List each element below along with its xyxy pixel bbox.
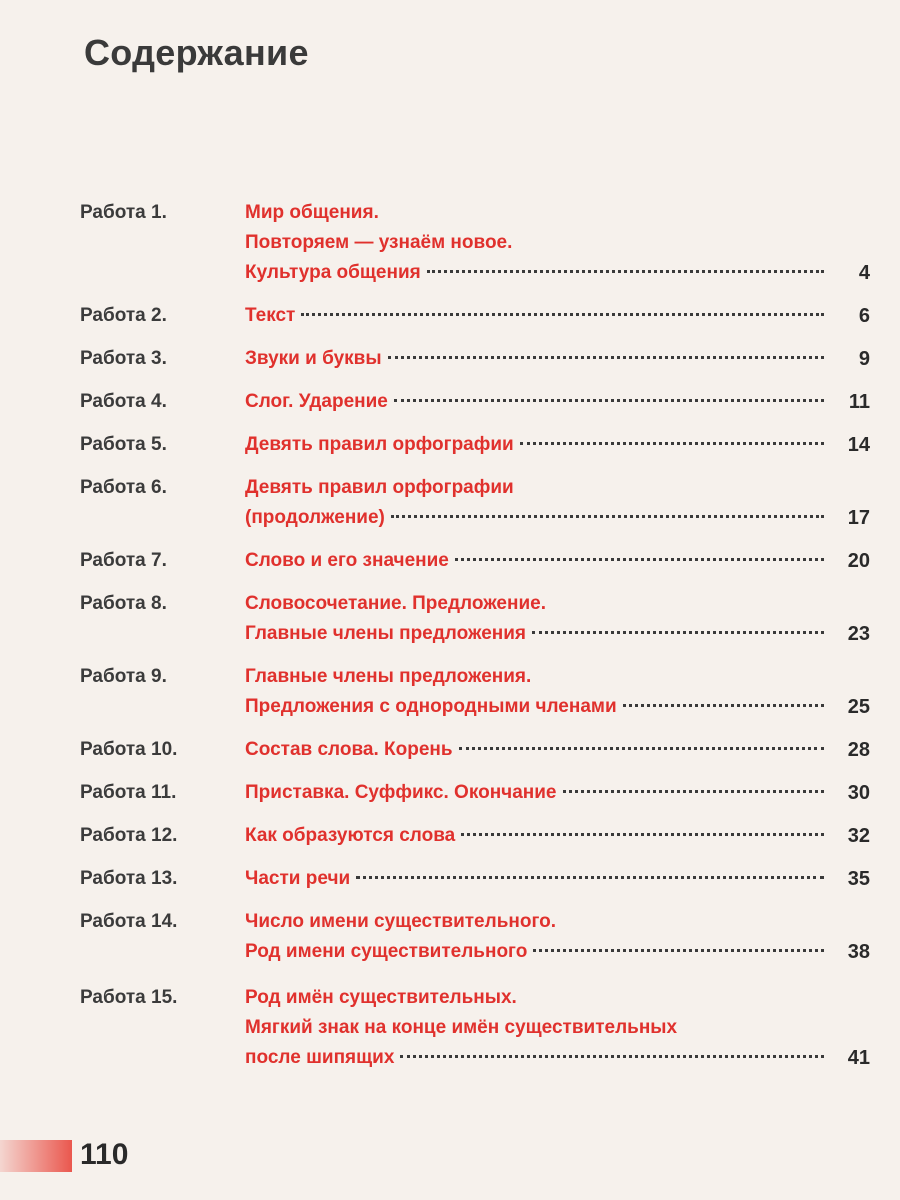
toc-entry-title-text: Культура общения xyxy=(245,262,421,283)
toc-entry-title-text: после шипящих xyxy=(245,1047,395,1068)
toc-entry-label: Работа 2. xyxy=(80,305,167,326)
toc-entry-title-line xyxy=(245,821,830,851)
toc-entry-title-line: Число имени существительного. xyxy=(245,911,557,932)
toc-entry-title-text: Как образуются слова xyxy=(245,825,456,846)
toc-entry xyxy=(80,907,870,967)
toc-entry-title-text: Предложения с однородными членами xyxy=(245,696,617,717)
toc-entry xyxy=(80,662,870,722)
footer-page-number: 110 xyxy=(80,1138,129,1171)
dot-leader xyxy=(459,747,824,750)
toc-entry-title-text: (продолжение) xyxy=(245,507,385,528)
dot-leader xyxy=(520,442,824,445)
toc-page-number: 32 xyxy=(847,825,870,847)
toc-entry-label: Работа 9. xyxy=(80,666,167,687)
dot-leader xyxy=(563,790,825,793)
toc-entry-title-line xyxy=(245,301,830,331)
toc-entry-label: Работа 14. xyxy=(80,911,178,932)
toc-entry-body xyxy=(245,387,870,417)
toc-entry-title-line xyxy=(245,546,830,576)
toc-entry-title-line xyxy=(245,1043,830,1073)
dot-leader xyxy=(532,631,824,634)
toc-entry-label: Работа 3. xyxy=(80,348,167,369)
toc-entry xyxy=(80,301,870,331)
dot-leader xyxy=(394,399,824,402)
toc-entry xyxy=(80,344,870,374)
toc-entry-title-text: Части речи xyxy=(245,868,351,889)
toc-entry xyxy=(80,864,870,894)
toc-entry-title-line: Мягкий знак на конце имён существительных xyxy=(245,1017,678,1038)
toc-entry-title-text: Состав слова. Корень xyxy=(245,739,453,760)
toc-entry-title-line xyxy=(245,619,830,649)
toc-entry xyxy=(80,473,870,533)
toc-page-number: 17 xyxy=(847,507,870,529)
toc-entry-label: Работа 10. xyxy=(80,739,178,760)
toc-entry-body xyxy=(245,907,870,967)
toc-entry-label: Работа 13. xyxy=(80,868,178,889)
toc-entry-label: Работа 4. xyxy=(80,391,167,412)
toc-page-number: 28 xyxy=(847,739,870,761)
toc-entry-title-text: Род имени существительного xyxy=(245,941,528,962)
toc-entry-body xyxy=(245,735,870,765)
toc-entry-title-line xyxy=(245,387,830,417)
toc-entry xyxy=(80,546,870,576)
toc-entry-title-line xyxy=(245,864,830,894)
toc-entry-title-line xyxy=(245,692,830,722)
toc-entry-title-line xyxy=(245,344,830,374)
toc-entry-label: Работа 6. xyxy=(80,477,167,498)
toc-entry xyxy=(80,430,870,460)
toc-entry-body xyxy=(245,662,870,722)
toc-entry-title-line: Словосочетание. Предложение. xyxy=(245,593,546,614)
toc-entry-title-line: Главные члены предложения. xyxy=(245,666,532,687)
toc-entry-body xyxy=(245,473,870,533)
toc-entry-title-line xyxy=(245,258,830,288)
toc-entry-body xyxy=(245,821,870,851)
dot-leader xyxy=(391,515,824,518)
toc-entry-title-text: Главные члены предложения xyxy=(245,623,527,644)
toc-entry-title-text: Слог. Ударение xyxy=(245,391,388,412)
toc-entry-body xyxy=(245,864,870,894)
toc-entry-body xyxy=(245,198,870,288)
table-of-contents xyxy=(80,198,870,1086)
toc-entry-body xyxy=(245,430,870,460)
toc-entry-body xyxy=(245,589,870,649)
toc-page-number: 23 xyxy=(847,623,870,645)
toc-entry-label: Работа 7. xyxy=(80,550,167,571)
toc-entry-label: Работа 1. xyxy=(80,202,167,223)
toc-entry-body xyxy=(245,546,870,576)
toc-entry xyxy=(80,198,870,288)
toc-entry-title-line: Повторяем — узнаём новое. xyxy=(245,232,513,253)
toc-entry-title-line: Род имён существительных. xyxy=(245,987,517,1008)
toc-entry-body xyxy=(245,983,870,1073)
toc-page-number: 35 xyxy=(847,868,870,890)
toc-entry-title-line xyxy=(245,778,830,808)
toc-entry-label: Работа 8. xyxy=(80,593,167,614)
toc-entry-title-line xyxy=(245,503,830,533)
toc-entry-title-text: Девять правил орфографии xyxy=(245,434,514,455)
toc-entry-title-text: Текст xyxy=(245,305,296,326)
toc-page-number: 4 xyxy=(858,262,870,284)
toc-page-number: 9 xyxy=(858,348,870,370)
toc-entry-title-line xyxy=(245,937,830,967)
toc-entry-label: Работа 11. xyxy=(80,782,177,803)
toc-entry xyxy=(80,735,870,765)
dot-leader xyxy=(356,876,824,879)
toc-entry xyxy=(80,983,870,1073)
dot-leader xyxy=(400,1055,824,1058)
toc-entry-label: Работа 12. xyxy=(80,825,178,846)
toc-entry-title-text: Приставка. Суффикс. Окончание xyxy=(245,782,557,803)
dot-leader xyxy=(623,704,824,707)
footer-accent-bar xyxy=(0,1140,72,1172)
toc-page-number: 25 xyxy=(847,696,870,718)
toc-page-number: 14 xyxy=(847,434,870,456)
toc-entry-label: Работа 5. xyxy=(80,434,167,455)
toc-entry-title-line xyxy=(245,430,830,460)
dot-leader xyxy=(455,558,824,561)
page-title: Содержание xyxy=(84,32,309,73)
toc-entry-title-line: Девять правил орфографии xyxy=(245,477,514,498)
dot-leader xyxy=(301,313,824,316)
toc-entry-title-line xyxy=(245,735,830,765)
dot-leader xyxy=(388,356,824,359)
toc-page-number: 20 xyxy=(847,550,870,572)
toc-entry-title-line: Мир общения. xyxy=(245,202,379,223)
toc-entry-body xyxy=(245,778,870,808)
toc-entry-title-text: Звуки и буквы xyxy=(245,348,382,369)
toc-page-number: 41 xyxy=(847,1047,870,1069)
toc-entry xyxy=(80,589,870,649)
dot-leader xyxy=(427,270,824,273)
toc-entry xyxy=(80,387,870,417)
toc-page-number: 38 xyxy=(847,941,870,963)
toc-page-number: 6 xyxy=(858,305,870,327)
toc-page-number: 11 xyxy=(848,391,870,413)
toc-entry xyxy=(80,821,870,851)
toc-entry-label: Работа 15. xyxy=(80,987,178,1008)
toc-entry-title-text: Слово и его значение xyxy=(245,550,449,571)
toc-entry-body xyxy=(245,344,870,374)
dot-leader xyxy=(533,949,824,952)
toc-entry xyxy=(80,778,870,808)
toc-entry-body xyxy=(245,301,870,331)
toc-page-number: 30 xyxy=(847,782,870,804)
dot-leader xyxy=(461,833,824,836)
